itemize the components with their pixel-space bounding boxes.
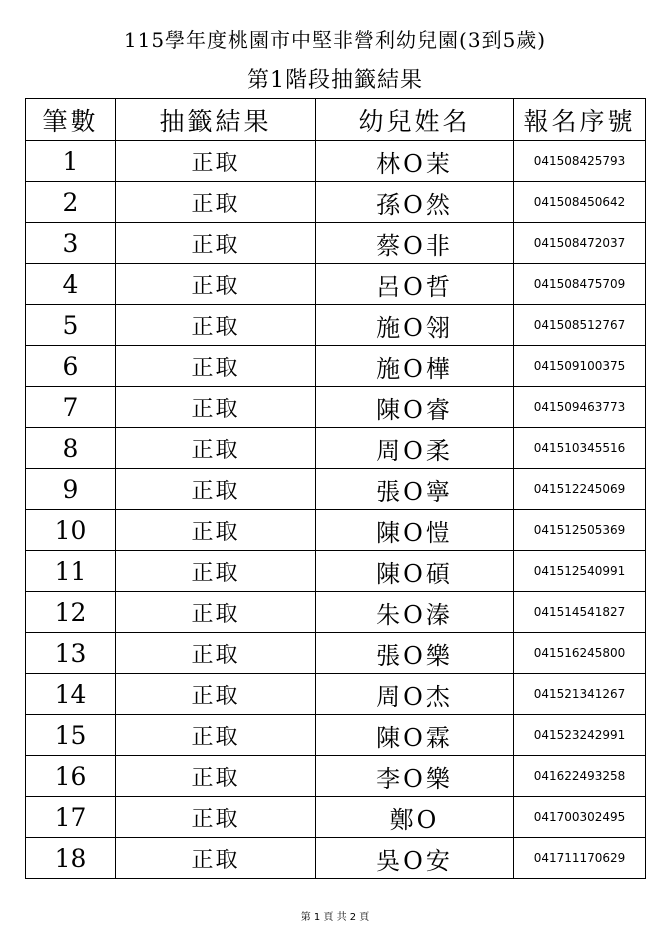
- row-reg-no: 041510345516: [514, 428, 646, 469]
- row-result: 正取: [116, 715, 316, 756]
- row-result: 正取: [116, 305, 316, 346]
- row-result: 正取: [116, 264, 316, 305]
- row-index: 10: [26, 510, 116, 551]
- table-row: [26, 428, 646, 469]
- row-child-name: 陳O碩: [316, 551, 514, 592]
- table-row: [26, 551, 646, 592]
- row-result: 正取: [116, 141, 316, 182]
- row-result: 正取: [116, 387, 316, 428]
- row-reg-no: 041514541827: [514, 592, 646, 633]
- row-reg-no: 041512540991: [514, 551, 646, 592]
- row-result: 正取: [116, 182, 316, 223]
- row-reg-no: 041523242991: [514, 715, 646, 756]
- table-row: [26, 305, 646, 346]
- row-result: 正取: [116, 551, 316, 592]
- table-row: [26, 756, 646, 797]
- table-row: [26, 715, 646, 756]
- column-header-reg-no: 報名序號: [514, 99, 646, 141]
- row-index: 5: [26, 305, 116, 346]
- row-index: 3: [26, 223, 116, 264]
- table-row: [26, 633, 646, 674]
- table-row: [26, 838, 646, 879]
- row-child-name: 張O樂: [316, 633, 514, 674]
- table-row: [26, 346, 646, 387]
- row-child-name: 陳O愷: [316, 510, 514, 551]
- row-child-name: 周O柔: [316, 428, 514, 469]
- row-result: 正取: [116, 592, 316, 633]
- row-index: 12: [26, 592, 116, 633]
- row-reg-no: 041512245069: [514, 469, 646, 510]
- row-reg-no: 041508425793: [514, 141, 646, 182]
- page-number: 第 1 頁 共 2 頁: [300, 912, 370, 923]
- row-reg-no: 041512505369: [514, 510, 646, 551]
- row-reg-no: 041509463773: [514, 387, 646, 428]
- row-index: 17: [26, 797, 116, 838]
- table-row: [26, 264, 646, 305]
- row-result: 正取: [116, 469, 316, 510]
- row-index: 15: [26, 715, 116, 756]
- row-result: 正取: [116, 838, 316, 879]
- row-index: 13: [26, 633, 116, 674]
- row-reg-no: 041508475709: [514, 264, 646, 305]
- row-index: 8: [26, 428, 116, 469]
- row-index: 7: [26, 387, 116, 428]
- row-child-name: 陳O睿: [316, 387, 514, 428]
- row-index: 18: [26, 838, 116, 879]
- document-subtitle: 第1階段抽籤結果: [247, 68, 423, 93]
- row-reg-no: 041508472037: [514, 223, 646, 264]
- row-child-name: 張O寧: [316, 469, 514, 510]
- column-header-result: 抽籤結果: [116, 99, 316, 141]
- row-reg-no: 041508450642: [514, 182, 646, 223]
- row-result: 正取: [116, 797, 316, 838]
- row-child-name: 蔡O非: [316, 223, 514, 264]
- row-index: 2: [26, 182, 116, 223]
- row-result: 正取: [116, 756, 316, 797]
- row-index: 4: [26, 264, 116, 305]
- row-child-name: 施O樺: [316, 346, 514, 387]
- row-index: 1: [26, 141, 116, 182]
- row-child-name: 周O杰: [316, 674, 514, 715]
- row-reg-no: 041516245800: [514, 633, 646, 674]
- table-row: [26, 387, 646, 428]
- row-reg-no: 041509100375: [514, 346, 646, 387]
- row-index: 6: [26, 346, 116, 387]
- table-row: [26, 592, 646, 633]
- row-child-name: 李O樂: [316, 756, 514, 797]
- row-child-name: 施O翎: [316, 305, 514, 346]
- row-result: 正取: [116, 674, 316, 715]
- table-row: [26, 223, 646, 264]
- row-reg-no: 041711170629: [514, 838, 646, 879]
- row-reg-no: 041508512767: [514, 305, 646, 346]
- row-result: 正取: [116, 346, 316, 387]
- row-child-name: 鄭O: [316, 797, 514, 838]
- row-index: 9: [26, 469, 116, 510]
- table-row: [26, 674, 646, 715]
- column-header-index: 筆數: [26, 99, 116, 141]
- row-result: 正取: [116, 428, 316, 469]
- row-result: 正取: [116, 223, 316, 264]
- row-index: 11: [26, 551, 116, 592]
- row-child-name: 陳O霖: [316, 715, 514, 756]
- table-row: [26, 510, 646, 551]
- row-child-name: 孫O然: [316, 182, 514, 223]
- lottery-results-table: [25, 98, 646, 879]
- row-reg-no: 041700302495: [514, 797, 646, 838]
- row-child-name: 朱O溱: [316, 592, 514, 633]
- row-index: 16: [26, 756, 116, 797]
- table-row: [26, 469, 646, 510]
- table-header-row: [26, 99, 646, 141]
- row-reg-no: 041622493258: [514, 756, 646, 797]
- table-row: [26, 141, 646, 182]
- column-header-name: 幼兒姓名: [316, 99, 514, 141]
- table-row: [26, 797, 646, 838]
- table-row: [26, 182, 646, 223]
- row-child-name: 呂O哲: [316, 264, 514, 305]
- row-result: 正取: [116, 633, 316, 674]
- row-result: 正取: [116, 510, 316, 551]
- row-index: 14: [26, 674, 116, 715]
- row-child-name: 吳O安: [316, 838, 514, 879]
- row-child-name: 林O茉: [316, 141, 514, 182]
- row-reg-no: 041521341267: [514, 674, 646, 715]
- document-title: 115學年度桃園市中堅非營利幼兒園(3到5歲): [123, 28, 547, 52]
